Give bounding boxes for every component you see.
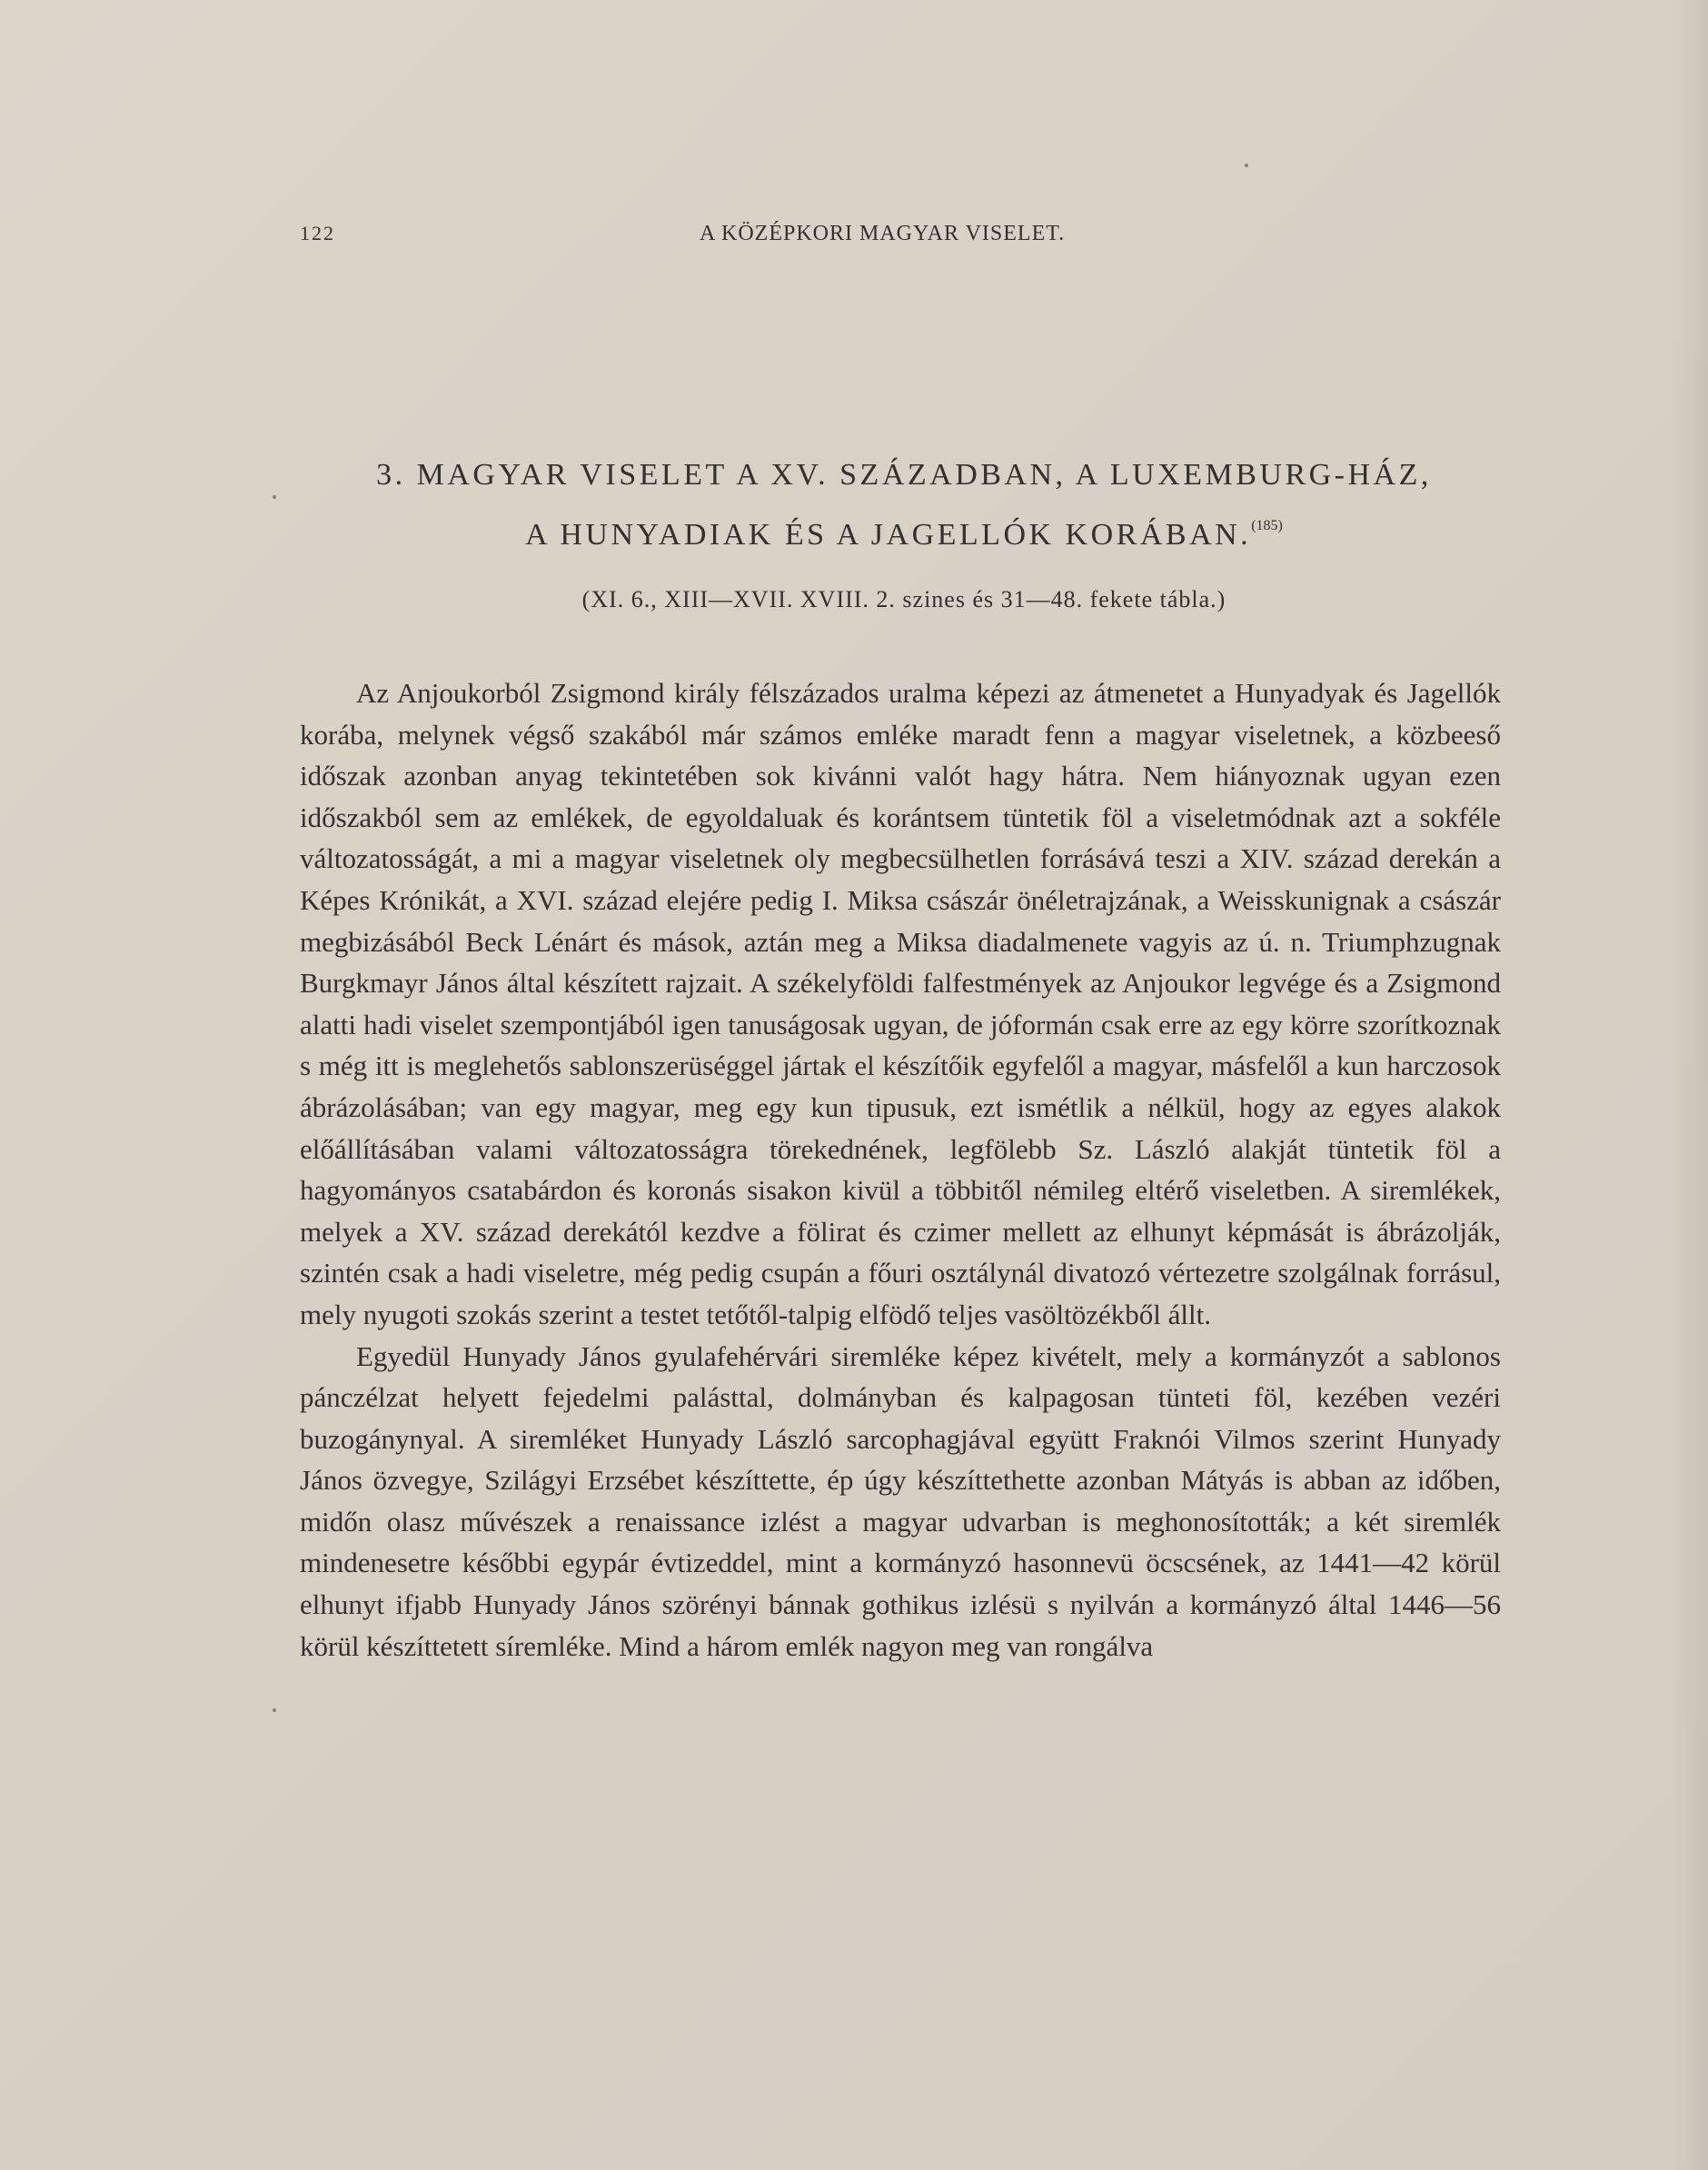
footnote-reference: (185) [1251, 518, 1283, 533]
chapter-heading [309, 450, 1499, 561]
page-edge-shadow [1672, 0, 1708, 2170]
chapter-heading-line-2 [309, 501, 1499, 561]
paragraph-1: Az Anjoukorból Zsigmond király félszázados uralma képezi az átmenetet a Hunyadyak és Jagellók korába, melynek végső szakából már számos emléke maradt fenn a magyar viseletnek, a közbeeső időszak azonban anyag tekintetében sok kivánni valót hagy hátra. Nem hiányoznak ugyan ezen időszakból sem az emlékek, de egyoldaluak és korántsem tüntetik föl a viseletmódnak azt a sokféle változatosságát, a mi a magyar viseletnek oly megbecsülhetlen forrásává teszi a XIV. század derekán a Képes Krónikát, a XVI. század elejére pedig I. Miksa császár önéletrajzának, a Weisskunignak a császár megbizásából Beck Lénárt és mások, aztán meg a Miksa diadalmenete vagyis az ú. n. Triumphzugnak Burgkmayr János által készített rajzait. A székelyföldi falfestmények az Anjoukor legvége és a Zsigmond alatti hadi viselet szempontjából igen tanuságosak ugyan, de jóformán csak erre az egy körre szorítkoznak s még itt is meglehetős sablonszerüséggel jártak el készítőik egyfelől a magyar, másfelől a kun harczosok ábrázolásában; van egy magyar, meg egy kun tipusuk, ezt ismétlik a nélkül, hogy az egyes alakok előállításában valami változatosságra törekednének, legfölebb Sz. László alakját tüntetik föl a hagyományos csatabárdon és koronás sisakon kivül a többitől némileg eltérő viseletben. A siremlékek, melyek a XV. század derekától kezdve a fölirat és czimer mellett az elhunyt képmását is ábrázolják, szintén csak a hadi viseletre, még pedig csupán a főuri osztálynál divatozó vértezetre szolgálnak forrásul, mely nyugoti szokás szerint a testet tetőtől-talpig elfödő teljes vasöltözékből állt. [300, 677, 1501, 1330]
running-title: A KÖZÉPKORI MAGYAR VISELET. [700, 222, 1066, 245]
chapter-heading-line-2-text: A HUNYADIAK ÉS A JAGELLÓK KORÁBAN. [525, 518, 1252, 552]
paper-speck [273, 1708, 276, 1712]
paper-speck [273, 495, 276, 499]
paragraph-2: Egyedül Hunyady János gyulafehérvári siremléke képez kivételt, mely a kormányzót a sablonos pánczélzat helyett fejedelmi palásttal, dolmányban és kalpagosan tünteti föl, kezében vezéri buzogánynyal. A siremléket Hunyady László sarcophagjával együtt Fraknói Vilmos szerint Hunyady János özvegye, Szilágyi Erzsébet készíttette, ép úgy készíttethette azonban Mátyás is abban az időben, midőn olasz művészek a renaissance izlést a magyar udvarban is meghonosították; a két siremlék mindenesetre későbbi egypár évtizeddel, mint a kormányzó hasonnevü öcscsének, az 1441—42 körül elhunyt ifjabb Hunyady János szörényi bánnak gothikus izlésü s nyilván a kormányzó által 1446—56 körül készíttetett síremléke. Mind a három emlék nagyon meg van rongálva [300, 1339, 1501, 1662]
plate-references: (XI. 6., XIII—XVII. XVIII. 2. szines és 31—48. fekete tábla.) [581, 586, 1226, 612]
page-number: 122 [300, 222, 335, 244]
paper-speck [1245, 164, 1248, 167]
running-head [300, 222, 1499, 249]
chapter-heading-line-1: 3. MAGYAR VISELET A XV. SZÁZADBAN, A LUXEMBURG-HÁZ, [376, 458, 1432, 492]
body-text [300, 672, 1501, 1667]
